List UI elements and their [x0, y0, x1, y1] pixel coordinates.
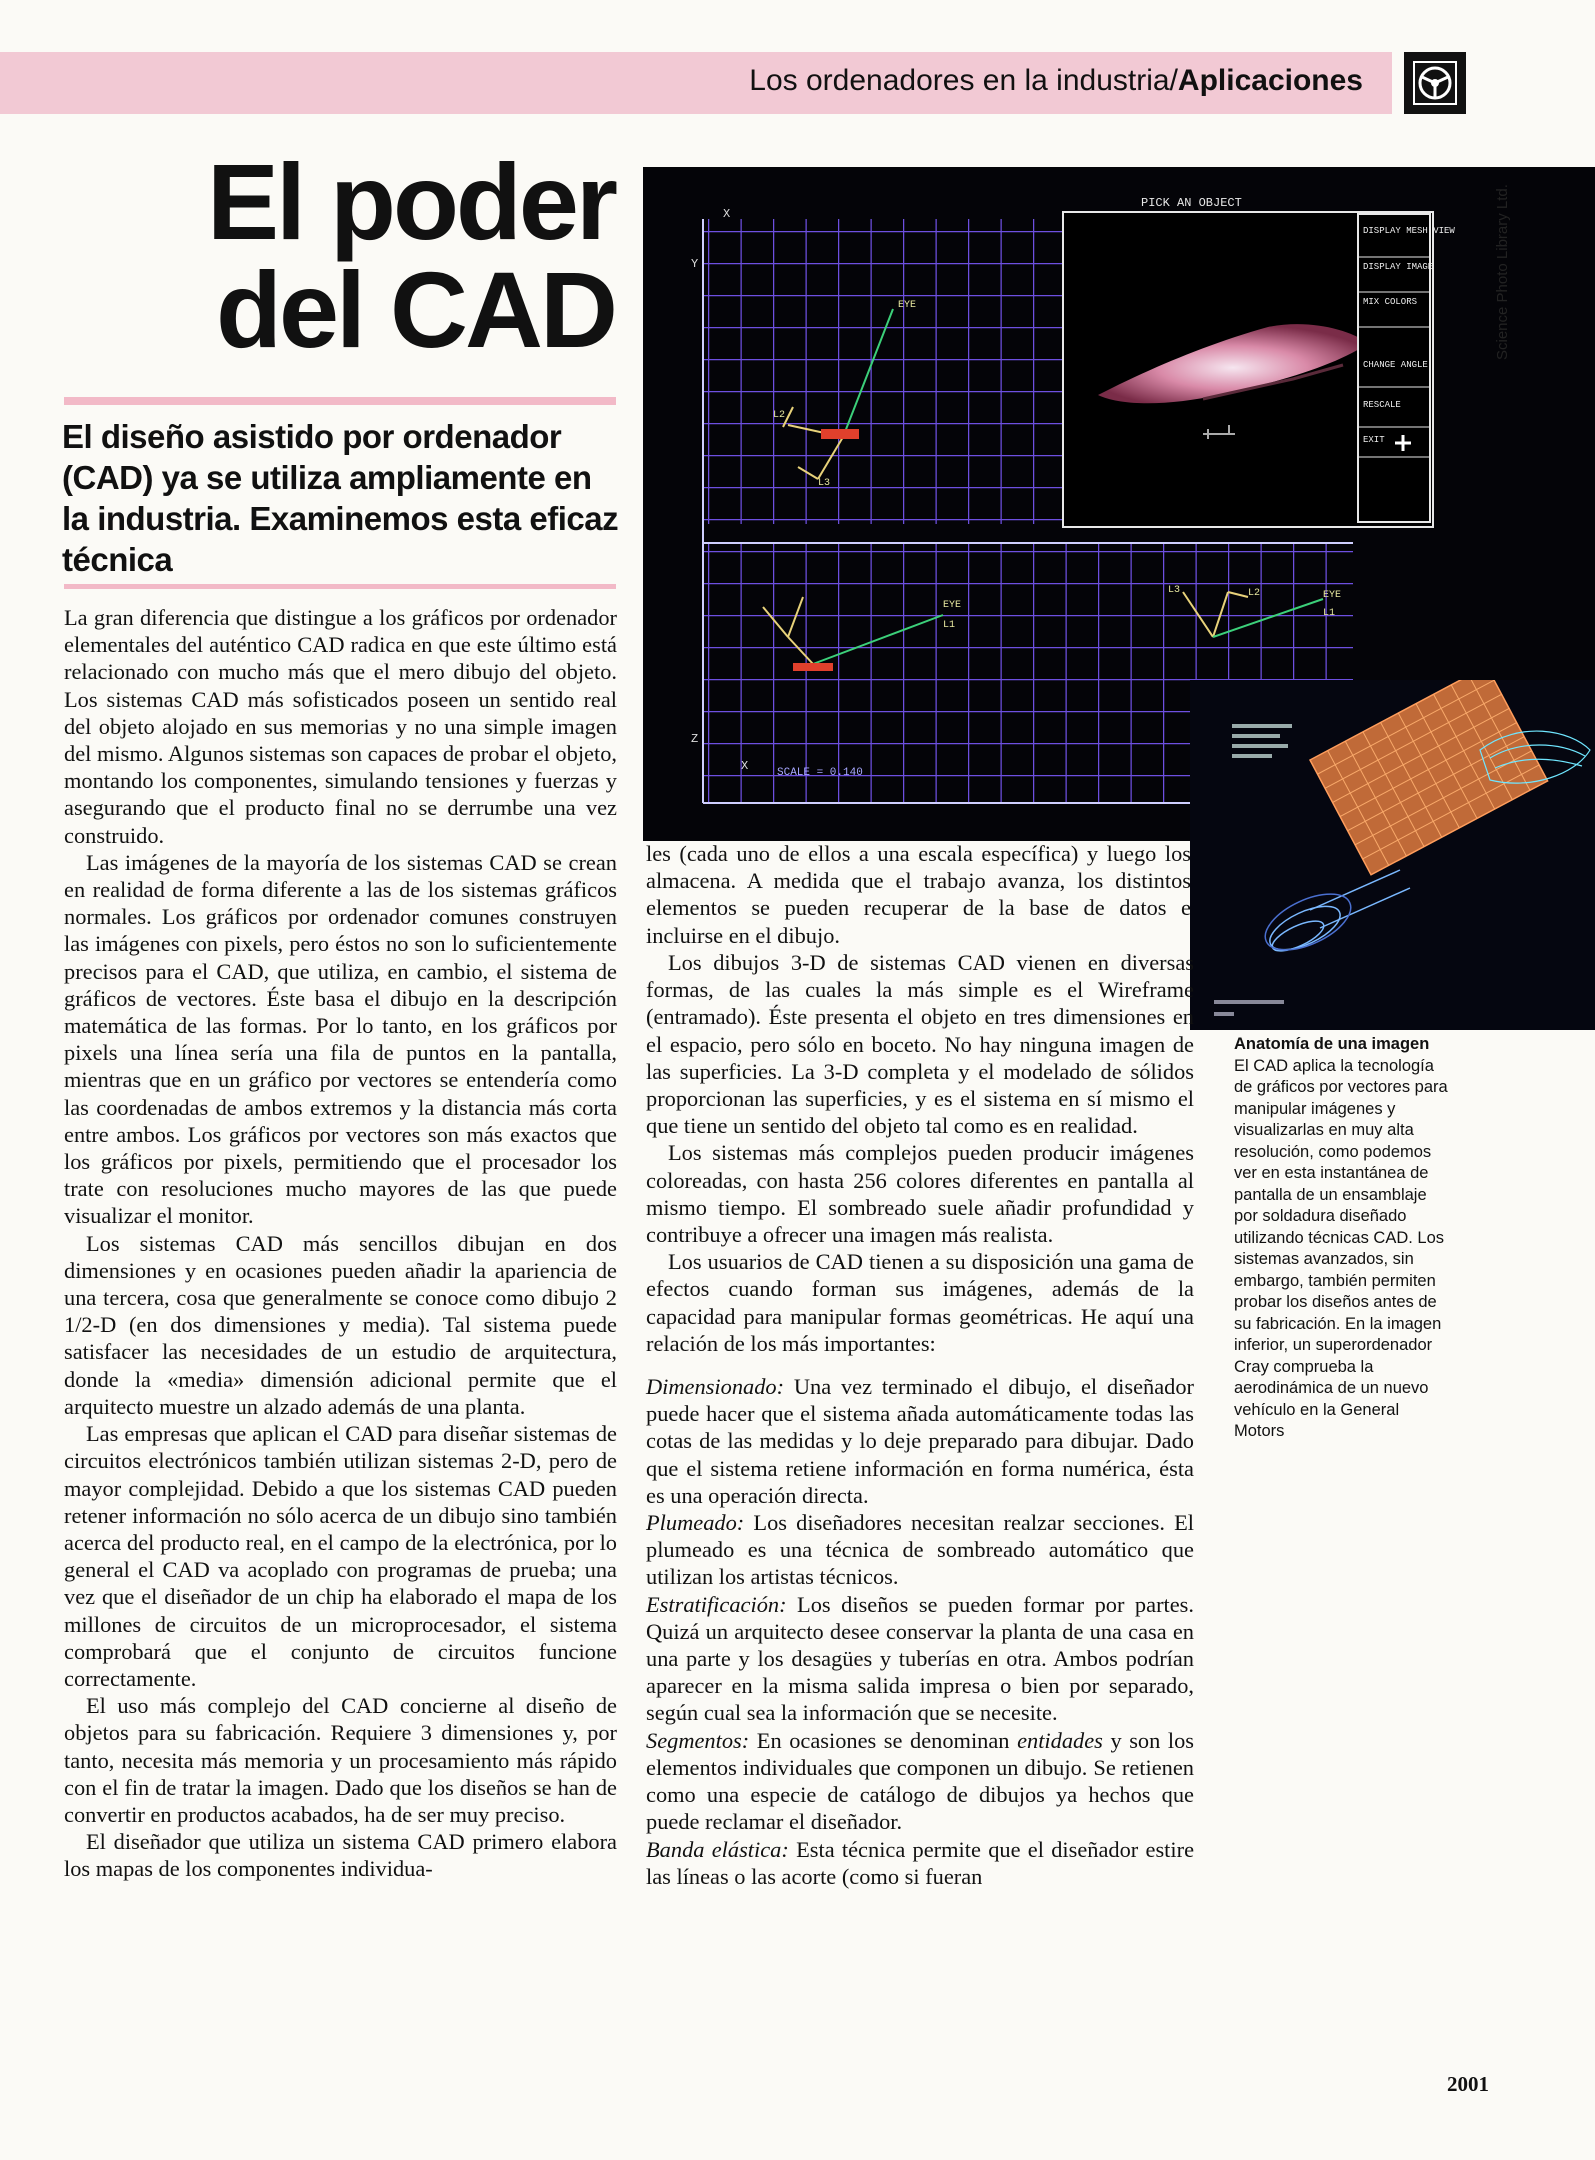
label-l2-1: L2 [773, 410, 786, 421]
definition-text: Esta técnica permite que el diseñador estire las líneas o las acorte (como si fueran [646, 1836, 1195, 1889]
definition-item [646, 1591, 1194, 1727]
title-line-2: del CAD [215, 249, 615, 370]
image-caption [1234, 1034, 1454, 1443]
label-eye-1: EYE [898, 300, 917, 311]
definition-text: y son los elementos individuales que componen un dibujo. Se retienen como una especie de catálogo de dibujos ya hechos que puede reclamar el diseñador. [646, 1727, 1194, 1835]
body-column-2-middle [646, 949, 1194, 1890]
menu-display-mesh-view[interactable]: DISPLAY MESH VIEW [1363, 226, 1455, 236]
menu-rescale[interactable]: RESCALE [1363, 400, 1401, 410]
menu-display-image[interactable]: DISPLAY IMAGE [1363, 262, 1434, 272]
section-header-topic: Aplicaciones [1177, 64, 1363, 97]
photo-credit: Science Photo Library Ltd. [1494, 184, 1511, 360]
screen-title: PICK AN OBJECT [1141, 196, 1242, 210]
definition-text: En ocasiones se denominan [749, 1727, 1018, 1753]
menu-change-angle[interactable]: CHANGE ANGLE [1363, 360, 1428, 370]
paragraph: El uso más complejo del CAD concierne al diseño de objetos para su fabricación. Requiere 3 dimensiones y, por tanto, necesita más memoria y un procesamiento más rápido con el fin de tratar la imagen. Dado que los diseños se han de convertir en productos acabados, ha de ser muy preciso. [64, 1693, 617, 1827]
title-rule [64, 397, 616, 405]
label-l1-3: L1 [1323, 608, 1336, 619]
definition-text: Los diseñadores necesitan realzar secciones. El plumeado es una técnica de sombreado automático que utilizan los artistas técnicos. [646, 1510, 1194, 1590]
cray-render-graphic [1190, 680, 1595, 1030]
definition-text: Una vez terminado el dibujo, el diseñador puede hacer que el sistema añada automáticamente todas las cotas de las medidas y lo deje preparado para dibujar. Dado que el sistema retiene información en forma numérica, ésta es una operación directa. [646, 1374, 1194, 1508]
page-number: 2001 [1447, 2072, 1489, 2096]
paragraph: Los dibujos 3-D de sistemas CAD vienen en diversas formas, de las cuales la más simple es el Wireframe (entramado). Éste presenta el objeto en tres dimensiones en el espacio, pero sólo en boceto. No hay ninguna imagen de las superficies. La 3-D completa y el modelado de sólidos proporcionan las superficies, y es el sistema en sí mismo el que tiene un sentido del objeto tal como es en realidad. [646, 950, 1194, 1139]
paragraph: Los sistemas CAD más sencillos dibujan en dos dimensiones y en ocasiones pueden añadir la apariencia de una tercera, cosa que generalmente se conoce como dibujo 2 1/2-D (en dos dimensiones y media). Tal sistema puede satisfacer las necesidades de un estudio de arquitectura, donde la «media» dimensión adicional permite que el arquitecto muestre un alzado además de una planta. [64, 1230, 617, 1419]
caption-title: Anatomía de una imagen [1234, 1035, 1430, 1053]
title-line-1: El poder [206, 141, 615, 262]
paragraph: Las empresas que aplican el CAD para diseñar sistemas de circuitos electrónicos también utilizan sistemas 2-D, pero de mayor complejidad. Debido a que los sistemas CAD pueden retener información no sólo acerca de un dibujo sino también acerca del producto real, en el campo de la electrónica, por lo general el CAD va acoplado con programas de prueba; una vez que el diseñador de un chip ha elaborado el mapa de los millones de circuitos de un microprocesador, el sistema comprobará que el conjunto de circuitos funcione correctamente. [64, 1421, 617, 1691]
cray-render-photo [1190, 680, 1595, 1030]
section-header-category: Los ordenadores en la industria/ [749, 64, 1178, 97]
definition-term: Plumeado: [646, 1510, 745, 1536]
menu-mix-colors[interactable]: MIX COLORS [1363, 297, 1418, 307]
steering-wheel-icon [1404, 52, 1466, 114]
paragraph: La gran diferencia que distingue a los gráficos por ordenador elementales del auténtico CAD radica en que este último está relacionado con mucho más que el mero dibujo del objeto. Los sistemas CAD más sofisticados poseen un sentido real del objeto alojado en sus memorias y no una simple imagen del mismo. Algunos sistemas son capaces de probar el objeto, montando los componentes, simulando tensiones y fuerzas y asegurando que el producto final no se derrumbe una vez construido. [64, 605, 617, 848]
article-title [150, 141, 615, 370]
definition-text: Los diseños se pueden formar por partes. Quizá un arquitecto desee conservar la planta de una casa en una parte y los desagües y tuberías en otra. Ambos podrían aparecer en la misma salida impresa o bien por separado, según cual sea la información que se necesite. [646, 1591, 1194, 1726]
definition-item [646, 1836, 1194, 1890]
paragraph: les (cada uno de ellos a una escala específica) y luego los almacena. A medida que el trabajo avanza, los distintos elementos se pueden recuperar de la base de datos e incluirse en el dibujo. [646, 841, 1191, 948]
definition-item [646, 1373, 1194, 1509]
axis-z-label: Z [691, 732, 699, 746]
definition-term: Estratificación: [646, 1591, 787, 1617]
label-l1-2: L1 [943, 620, 956, 631]
definition-term: Segmentos: [646, 1727, 750, 1753]
definition-term: Banda elástica: [646, 1836, 789, 1862]
label-eye-2: EYE [943, 600, 962, 611]
axis-x-label: X [723, 207, 731, 221]
label-l3-3: L3 [1168, 585, 1181, 596]
definition-item [646, 1727, 1194, 1836]
axis-y-label: Y [691, 257, 699, 271]
definition-emphasis: entidades [1017, 1727, 1103, 1753]
axis-x-label-bottom: X [741, 759, 749, 773]
subtitle-rule [64, 584, 616, 589]
caption-text: El CAD aplica la tecnología de gráficos por vectores para manipular imágenes y visualizarlas en muy alta resolución, como podemos ver en esta instantánea de pantalla de un ensamblaje por soldadura diseñado utilizando técnicas CAD. Los sistemas avanzados, sin embargo, también permiten probar los diseños antes de su fabricación. En la imagen inferior, un superordenador Cray comprueba la aerodinámica de un nuevo vehículo en la General Motors [1234, 1056, 1448, 1440]
label-eye-3: EYE [1323, 590, 1342, 601]
paragraph: Las imágenes de la mayoría de los sistemas CAD se crean en realidad de forma diferente a las de los sistemas gráficos normales. Los gráficos por ordenador comunes construyen las imágenes con pixels, pero éstos no son lo suficientemente precisos para el CAD, que utiliza, en cambio, el sistema de gráficos de vectores. Éste basa el dibujo en la descripción matemática de las formas. Por lo tanto, en los gráficos por pixels una línea sería una fila de puntos en la pantalla, mientras que en un gráfico por vectores se entendería como las coordenadas de ambos extremos y la distancia más corta entre ambos. Los gráficos por vectores son más exactos que los gráficos por pixels, permitiendo que el procesador los trate con resoluciones mucho mayores de las que puede visualizar el monitor. [64, 849, 617, 1229]
body-column-1 [64, 604, 617, 1883]
definition-item [646, 1509, 1194, 1591]
label-l3-1: L3 [818, 478, 831, 489]
paragraph: Los usuarios de CAD tienen a su disposición una gama de efectos cuando forman sus imágenes, además de la capacidad para manipular formas geométricas. He aquí una relación de los más importantes: [646, 1249, 1194, 1356]
menu-exit[interactable]: EXIT [1363, 435, 1385, 445]
paragraph: El diseñador que utiliza un sistema CAD primero elabora los mapas de los componentes individua- [64, 1829, 617, 1882]
article-subtitle: El diseño asistido por ordenador (CAD) ya se utiliza ampliamente en la industria. Examinemos esta eficaz técnica [62, 418, 619, 578]
definition-term: Dimensionado: [646, 1374, 785, 1400]
scale-readout: SCALE = 0.140 [777, 767, 863, 779]
paragraph: Los sistemas más complejos pueden producir imágenes coloreadas, con hasta 256 colores diferentes en pantalla al mismo tiempo. El sombreado suele añadir profundidad y contribuye a ofrecer una imagen más realista. [646, 1140, 1194, 1248]
section-header [749, 64, 1363, 98]
label-l2-3: L2 [1248, 588, 1261, 599]
body-column-2-top [646, 840, 1201, 949]
